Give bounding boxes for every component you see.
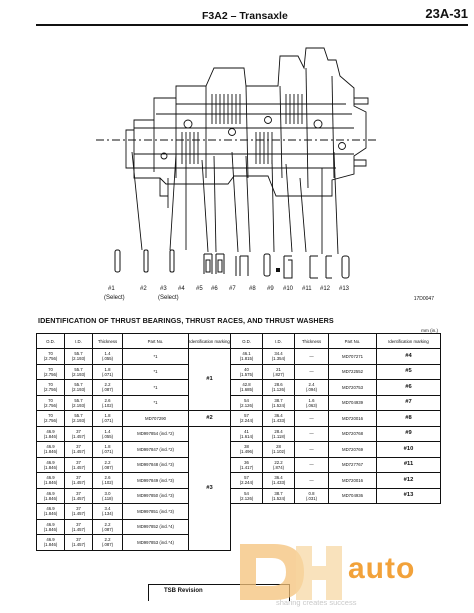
table-row: 46.9 (1.846) 37 (1.457) 2.2 (.087) MD997848 (incl.*3) 36 (1.417) 22.2 (.874) — MD727767 #11 — [37, 457, 441, 473]
header-rule — [36, 24, 468, 26]
callout-10: #10 — [283, 286, 294, 292]
mark-group-3: #3 — [189, 426, 231, 550]
section-title: IDENTIFICATION OF THRUST BEARINGS, THRUST RACES, AND THRUST WASHERS — [38, 316, 334, 325]
col-id-marking: Identification marking — [189, 334, 231, 349]
table-row: 70 (2.756) 55.7 (2.193) 2.2 (.087) *1 42.8 (1.685) 28.6 (1.126) 2.4 (.094) MD720753 #6 — [37, 380, 441, 396]
tsb-revision-label: TSB Revision — [164, 588, 203, 594]
table-row: 46.9 (1.846) 37 (1.457) 2.2 (.087) MD997853 (incl.*4) — [37, 535, 441, 551]
col-part-no-right: Part No. — [329, 334, 377, 349]
watermark — [226, 536, 471, 612]
select-label-mid: (Select) — [158, 295, 179, 301]
table-row: 70 (2.756) 55.7 (2.193) 1.8 (.071) MD707290 #2 57 (2.244) 36.4 (1.433) — MD720016 #8 — [37, 411, 441, 427]
table-row: 70 (2.756) 55.7 (2.193) 1.8 (.071) *1 40 (1.575) 21 (.827) — MD722552 #5 — [37, 364, 441, 380]
callout-8: #8 — [249, 286, 256, 292]
mark-group-2: #2 — [189, 411, 231, 427]
manual-title: F3A2 – Transaxle — [202, 10, 288, 22]
table-row: 46.9 (1.846) 37 (1.457) 3.4 (.134) MD997851 (incl.*3) — [37, 504, 441, 520]
col-id: I.D. — [65, 334, 93, 349]
col-od-right: O.D. — [231, 334, 263, 349]
table-row: 46.9 (1.846) 37 (1.457) 2.2 (.087) MD997852 (incl.*4) — [37, 519, 441, 535]
table-header-row — [37, 334, 441, 349]
table-row: 70 (2.756) 55.7 (2.193) 1.4 (.055) *1 #1 46.1 (1.815) 34.4 (1.354) — MD707271 #4 — [37, 349, 441, 365]
callout-1: #1 — [108, 286, 115, 292]
table-row: 46.9 (1.846) 37 (1.457) 1.8 (.071) MD997847 (incl.*2) 38 (1.496) 28 (1.102) — MD720769 #10 — [37, 442, 441, 458]
col-thickness: Thickness — [93, 334, 123, 349]
callout-7: #7 — [229, 286, 236, 292]
watermark-slogan: sharing creates success — [276, 598, 357, 607]
select-label-left: (Select) — [104, 295, 125, 301]
table-row: 46.9 (1.846) 37 (1.457) 2.6 (.102) MD997849 (incl.*3) 57 (2.244) 36.4 (1.433) — MD720016 #12 — [37, 473, 441, 489]
page-number: 23A-31 — [425, 6, 468, 21]
callout-9: #9 — [267, 286, 274, 292]
thrust-table — [36, 333, 441, 551]
callout-2: #2 — [140, 286, 147, 292]
callout-13: #13 — [339, 286, 350, 292]
watermark-brand: auto — [348, 552, 416, 585]
col-thickness-right: Thickness — [295, 334, 329, 349]
col-id-marking-right: Identification marking — [377, 334, 441, 349]
table-row: 46.9 (1.846) 37 (1.457) 1.4 (.055) MD997854 (incl.*2) #3 41 (1.614) 28.4 (1.118) — MD720768 #9 — [37, 426, 441, 442]
table-row: 70 (2.756) 55.7 (2.193) 2.6 (.102) *1 54 (2.126) 38.7 (1.524) 1.6 (.063) MD704939 #7 — [37, 395, 441, 411]
mark-group-1: #1 — [189, 349, 231, 411]
unit-label: mm (in.) — [421, 328, 438, 333]
col-od: O.D. — [37, 334, 65, 349]
figure-code: 17D0047 — [413, 296, 434, 302]
col-part-no: Part No. — [123, 334, 189, 349]
callout-3: #3 — [160, 286, 167, 292]
watermark-logo-icon — [226, 536, 344, 606]
table-row: 46.9 (1.846) 37 (1.457) 3.0 (.118) MD997850 (incl.*3) 54 (2.126) 38.7 (1.524) 0.8 (.031) MD704936 #13 — [37, 488, 441, 504]
callout-11: #11 — [302, 286, 312, 292]
transaxle-cutaway-drawing — [36, 28, 438, 310]
callout-4: #4 — [178, 286, 185, 292]
callout-5: #5 — [196, 286, 203, 292]
callout-6: #6 — [211, 286, 218, 292]
callout-12: #12 — [320, 286, 331, 292]
col-id-right: I.D. — [263, 334, 295, 349]
